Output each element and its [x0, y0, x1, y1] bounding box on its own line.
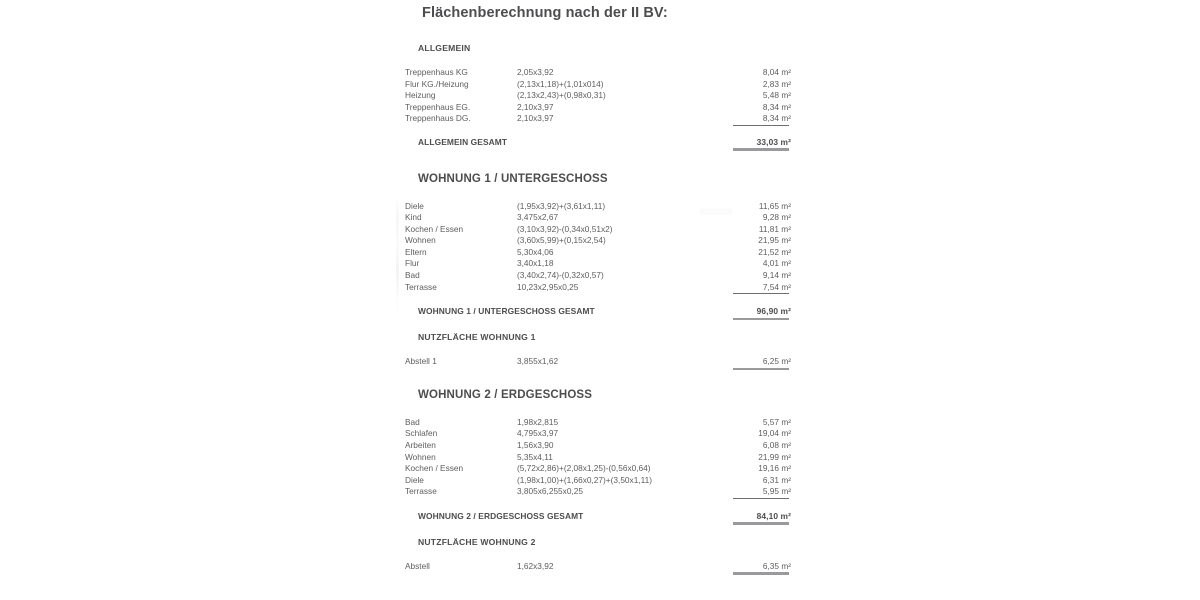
row-area: 21,95 m²	[758, 235, 791, 246]
table-row	[405, 282, 791, 294]
row-area: 8,04 m²	[762, 67, 791, 77]
row-label: Flur	[405, 258, 420, 269]
area-table	[405, 67, 791, 151]
row-calculation: (2,13x2,43)+(0,98x0,31)	[517, 90, 606, 101]
row-area: 6,25 m²	[762, 355, 791, 366]
row-area: 5,48 m²	[762, 90, 791, 101]
table-row	[405, 113, 791, 125]
section-allgemein	[405, 43, 805, 151]
row-area: 8,34 m²	[762, 101, 791, 112]
spacer-row	[405, 294, 791, 306]
row-calculation: 1,62x3,92	[517, 560, 554, 571]
table-row	[405, 235, 791, 247]
table-row	[405, 270, 791, 282]
table-row	[405, 440, 791, 452]
table-row	[405, 417, 791, 429]
row-area: 9,28 m²	[762, 212, 791, 223]
row-calculation: 2,10x3,97	[517, 101, 554, 112]
row-calculation: 4,795x3,97	[517, 428, 559, 439]
total-label: ALLGEMEIN GESAMT	[418, 136, 508, 147]
row-area: 8,34 m²	[762, 113, 791, 124]
row-label: Flur KG./Heizung	[405, 78, 469, 89]
nutzflaeche-table	[405, 561, 791, 575]
spacer-row	[405, 499, 791, 511]
section-wohnung-2	[405, 389, 805, 575]
row-calculation: 3,855x1,62	[517, 355, 559, 366]
row-label: Diele	[405, 474, 424, 485]
row-area: 5,57 m²	[762, 416, 791, 427]
row-area: 6,31 m²	[762, 474, 791, 485]
total-area: 84,10 m²	[756, 510, 791, 521]
table-row	[405, 90, 791, 102]
row-label: Arbeiten	[405, 440, 436, 451]
table-row	[405, 463, 791, 475]
row-calculation: 3,805x6,255x0,25	[517, 486, 583, 497]
row-calculation: 2,10x3,97	[517, 113, 554, 124]
table-row	[405, 356, 791, 368]
row-calculation: 1,98x2,815	[517, 416, 559, 427]
section-wohnung-1	[405, 173, 805, 370]
row-calculation: (5,72x2,86)+(2,08x1,25)-(0,56x0,64)	[517, 463, 651, 474]
row-label: Bad	[405, 416, 420, 427]
total-row	[405, 511, 791, 523]
row-label: Schlafen	[405, 428, 438, 439]
row-label: Diele	[405, 200, 424, 211]
row-label: Treppenhaus KG	[405, 67, 468, 77]
row-area: 7,54 m²	[762, 281, 791, 292]
table-row	[405, 258, 791, 270]
scan-artifact-left	[396, 196, 399, 316]
row-label: Abstell 1	[405, 355, 437, 366]
subsection-heading: NUTZFLÄCHE WOHNUNG 2	[418, 536, 536, 547]
section-heading: WOHNUNG 1 / UNTERGESCHOSS	[418, 172, 608, 185]
row-area: 6,08 m²	[762, 440, 791, 451]
document-body	[405, 0, 805, 575]
row-calculation: 3,40x1,18	[517, 258, 554, 269]
total-rule-row	[405, 572, 791, 574]
row-calculation: 1,56x3,90	[517, 440, 554, 451]
row-calculation: (3,60x5,99)+(0,15x2,54)	[517, 235, 606, 246]
table-row	[405, 247, 791, 259]
row-area: 4,01 m²	[762, 258, 791, 269]
row-calculation: (1,98x1,00)+(1,66x0,27)+(3,50x1,11)	[517, 474, 652, 485]
total-label: WOHNUNG 1 / UNTERGESCHOSS GESAMT	[418, 306, 595, 317]
row-area: 2,83 m²	[762, 78, 791, 89]
section-heading: WOHNUNG 2 / ERDGESCHOSS	[418, 388, 593, 401]
row-area: 5,95 m²	[762, 486, 791, 497]
row-calculation: (1,95x3,92)+(3,61x1,11)	[517, 200, 606, 211]
row-calculation: 5,35x4,11	[517, 451, 553, 462]
row-area: 19,16 m²	[758, 463, 791, 474]
table-row	[405, 475, 791, 487]
area-table	[405, 417, 791, 525]
row-calculation: 10,23x2,95x0,25	[517, 281, 579, 292]
table-row	[405, 486, 791, 498]
page-title: Flächenberechnung nach der II BV:	[422, 5, 668, 21]
row-label: Kind	[405, 212, 422, 223]
subsection-heading: NUTZFLÄCHE WOHNUNG 1	[418, 331, 536, 342]
row-calculation: 5,30x4,06	[517, 246, 554, 257]
row-area: 21,52 m²	[758, 246, 791, 257]
row-label: Bad	[405, 269, 420, 280]
table-row	[405, 67, 791, 79]
table-row	[405, 224, 791, 236]
row-area: 21,99 m²	[758, 451, 791, 462]
table-row	[405, 428, 791, 440]
row-calculation: (2,13x1,18)+(1,01x014)	[517, 78, 604, 89]
table-row	[405, 452, 791, 464]
table-row	[405, 212, 791, 224]
row-label: Heizung	[405, 90, 436, 101]
total-area: 33,03 m²	[756, 136, 791, 147]
area-table	[405, 201, 791, 320]
table-row	[405, 561, 791, 573]
row-calculation: 3,475x2,67	[517, 212, 559, 223]
row-calculation: (3,40x2,74)-(0,32x0,57)	[517, 269, 604, 280]
row-label: Wohnen	[405, 235, 436, 246]
total-rule	[733, 572, 789, 574]
row-label: Abstell	[405, 560, 430, 571]
row-label: Eltern	[405, 246, 427, 257]
row-area: 11,65 m²	[758, 200, 791, 211]
row-label: Wohnen	[405, 451, 436, 462]
row-label: Kochen / Essen	[405, 463, 464, 474]
total-row	[405, 306, 791, 318]
row-area: 6,35 m²	[762, 560, 791, 571]
row-label: Terrasse	[405, 281, 437, 292]
row-area: 19,04 m²	[758, 428, 791, 439]
spacer-row	[405, 126, 791, 137]
table-row	[405, 201, 791, 213]
total-row	[405, 137, 791, 149]
row-label: Treppenhaus DG.	[405, 113, 471, 124]
total-label: WOHNUNG 2 / ERDGESCHOSS GESAMT	[418, 510, 584, 521]
row-calculation: (3,10x3,92)-(0,34x0,51x2)	[517, 223, 613, 234]
section-heading: ALLGEMEIN	[418, 43, 471, 53]
total-area: 96,90 m²	[756, 306, 791, 317]
row-area: 9,14 m²	[762, 269, 791, 280]
row-label: Kochen / Essen	[405, 223, 464, 234]
table-row	[405, 102, 791, 114]
row-calculation: 2,05x3,92	[517, 67, 554, 77]
row-label: Terrasse	[405, 486, 437, 497]
table-row	[405, 79, 791, 91]
nutzflaeche-table	[405, 356, 791, 370]
row-label: Treppenhaus EG.	[405, 101, 471, 112]
row-area: 11,81 m²	[758, 223, 791, 234]
